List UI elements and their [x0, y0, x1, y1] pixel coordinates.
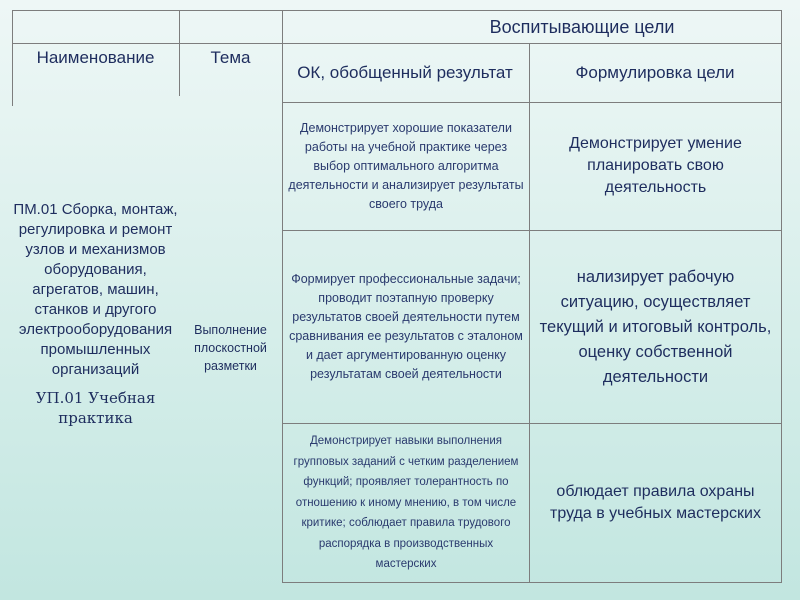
module-cell [12, 200, 179, 500]
column-header-goal: Формулировка цели [575, 63, 735, 82]
module-title: ПМ.01 Сборка, монтаж, регулировка и ремонт узлов и механизмов оборудования, агрегатов, машин, станков и другого электрооборудования промышленных организаций [13, 201, 178, 378]
group-title: Воспитывающие цели [489, 17, 675, 37]
goal-cell-3: облюдает правила охраны труда в учебных мастерских [550, 483, 761, 522]
topic-cell: Выполнение плоскостной разметки [194, 323, 267, 373]
ok-cell-3: Демонстрирует навыки выполнения групповых заданий с четким разделением функций; проявляет толерантность по отношению к иному мнению, в том числе критике; соблюдает правила трудового распорядка в производственных мастерских [293, 435, 519, 571]
column-header-ok: ОК, обобщенный результат [297, 63, 513, 82]
ok-cell-1: Демонстрирует хорошие показатели работы на учебной практике через выбор оптимального алгоритма деятельности и анализирует результаты своего труда [288, 120, 524, 211]
column-header-tema: Тема [210, 48, 251, 67]
ok-cell-2: Формирует профессиональные задачи; проводит поэтапную проверку результатов своей деятельности путем сравнивания ее результатов с эталоном и дает аргументированную оценку результатам своей деятельности [289, 272, 523, 381]
practice-title: УП.01 Учебная практика [35, 389, 156, 427]
table-line [781, 10, 782, 583]
goal-cell-2: нализирует рабочую ситуацию, осуществляет текущий и итоговый контроль, оценку собственной деятельности [539, 267, 772, 386]
goal-cell-1: Демонстрирует умение планировать свою деятельность [569, 135, 742, 196]
table-line [12, 10, 782, 11]
column-header-name: Наименование [36, 48, 155, 67]
table-line [282, 582, 782, 583]
